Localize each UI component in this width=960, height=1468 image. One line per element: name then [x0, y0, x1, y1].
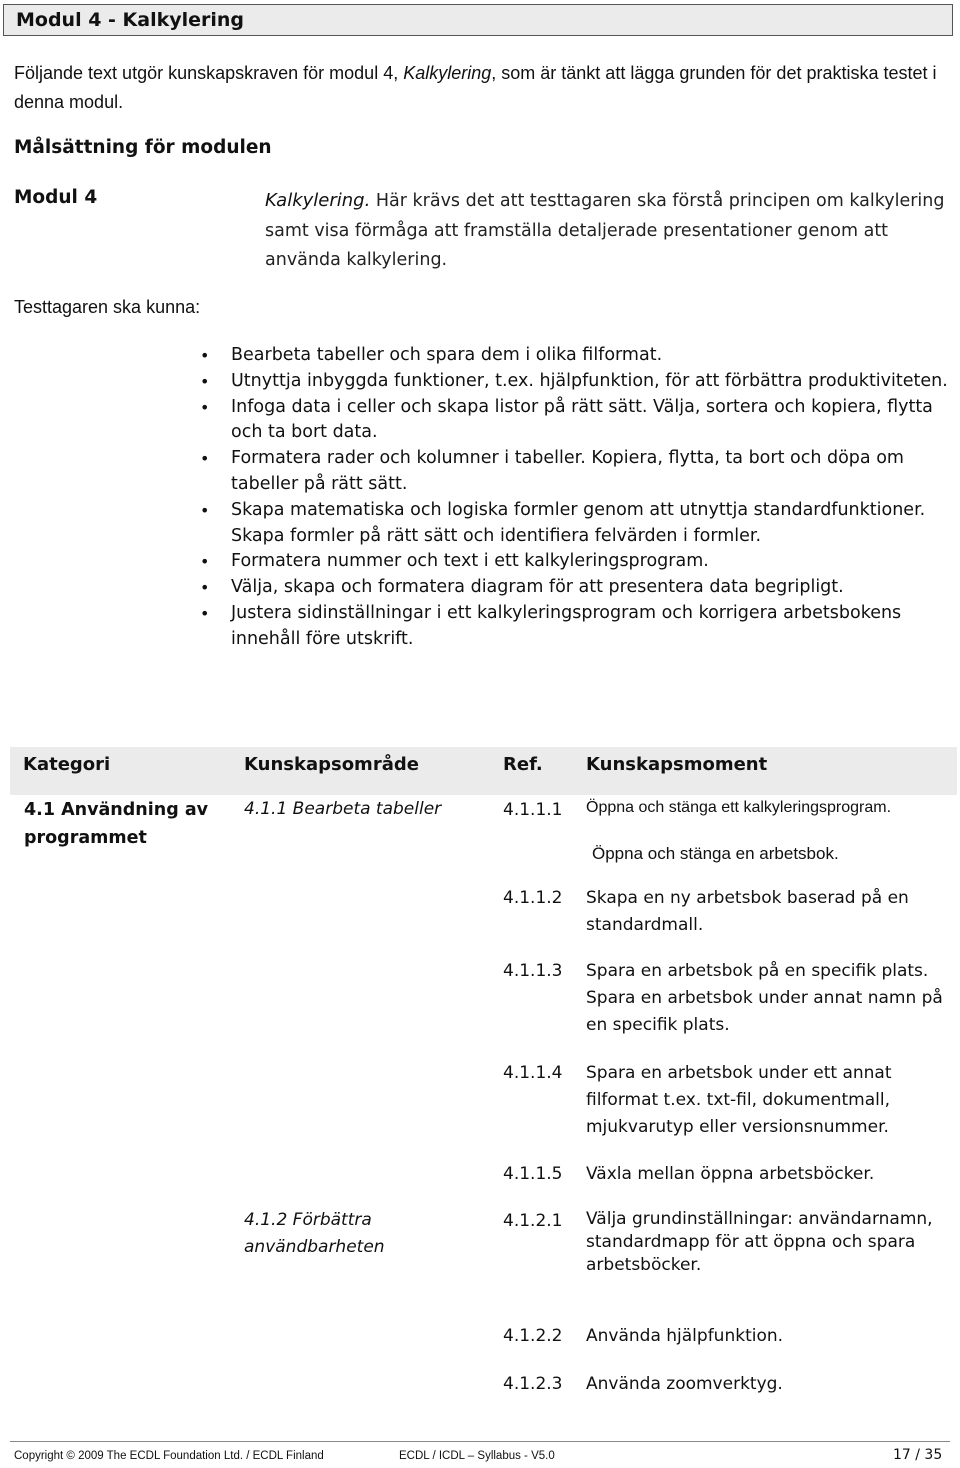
candidate-label: Testtagaren ska kunna:	[14, 297, 201, 317]
intro-paragraph	[14, 59, 949, 117]
intro-text-1: Följande text utgör kunskapskraven för modul 4,	[14, 63, 404, 83]
skills-bullet-list	[200, 343, 950, 653]
module-desc-text: Här krävs det att testtagaren ska förstå principen om kalkylering samt visa förmåga att framställa detaljerade presentationer genom att använda kalkylering.	[265, 191, 945, 270]
module-keyword: Kalkylering.	[265, 190, 371, 211]
skill-4-1-1-1: Öppna och stänga ett kalkyleringsprogram.	[586, 799, 892, 816]
list-item: • Välja, skapa och formatera diagram för att presentera data begripligt.	[200, 575, 950, 601]
list-item: • Formatera nummer och text i ett kalkyleringsprogram.	[200, 549, 950, 575]
skill-4-1-1-4: Spara en arbetsbok under ett annat filformat t.ex. txt-fil, dokumentmall, mjukvarutyp eller versionsnummer.	[586, 1063, 892, 1137]
skill-4-1-1-2: Skapa en ny arbetsbok baserad på en standardmall.	[586, 888, 909, 935]
list-item: • Skapa matematiska och logiska formler genom att utnyttja standardfunktioner. Skapa formler på rätt sätt och identifiera felvärden i formler.	[200, 498, 950, 550]
page-title: Modul 4 - Kalkylering	[3, 4, 953, 36]
area-cell-2: 4.1.2 Förbättra användbarheten	[244, 1210, 385, 1257]
table-header-row	[10, 747, 957, 795]
header-category: Kategori	[23, 754, 111, 775]
list-item: • Infoga data i celler och skapa listor på rätt sätt. Välja, sortera och kopiera, flytta och ta bort data.	[200, 395, 950, 447]
list-item: • Bearbeta tabeller och spara dem i olika filformat.	[200, 343, 950, 369]
skill-4-1-2-2: Använda hjälpfunktion.	[586, 1326, 784, 1346]
ref-4-1-2-3: 4.1.2.3	[503, 1374, 563, 1394]
footer-divider	[10, 1441, 950, 1442]
ref-4-1-1-3: 4.1.1.3	[503, 961, 563, 981]
list-item: • Justera sidinställningar i ett kalkyleringsprogram och korrigera arbetsbokens innehåll före utskrift.	[200, 601, 950, 653]
category-cell: 4.1 Användning av programmet	[24, 800, 209, 848]
ref-4-1-1-4: 4.1.1.4	[503, 1063, 563, 1083]
ref-4-1-2-2: 4.1.2.2	[503, 1326, 563, 1346]
footer-syllabus: ECDL / ICDL – Syllabus - V5.0	[399, 1450, 555, 1462]
module-description	[265, 186, 950, 276]
skill-4-1-1-3: Spara en arbetsbok på en specifik plats. Spara en arbetsbok under annat namn på en specifik plats.	[586, 961, 943, 1035]
list-item: • Utnyttja inbyggda funktioner, t.ex. hjälpfunktion, för att förbättra produktiviteten.	[200, 369, 950, 395]
footer-page-number: 17 / 35	[893, 1447, 943, 1463]
skill-4-1-2-3: Använda zoomverktyg.	[586, 1374, 783, 1394]
ref-4-1-1-1: 4.1.1.1	[503, 800, 563, 820]
skill-open-close-workbook: Öppna och stänga en arbetsbok.	[592, 844, 839, 863]
header-ref: Ref.	[503, 754, 543, 775]
footer-copyright: Copyright © 2009 The ECDL Foundation Ltd. / ECDL Finland	[14, 1450, 324, 1462]
ref-4-1-1-2: 4.1.1.2	[503, 888, 563, 908]
header-area: Kunskapsområde	[244, 754, 419, 775]
module-label: Modul 4	[14, 187, 98, 208]
skill-4-1-2-1: Välja grundinställningar: användarnamn, standardmapp för att öppna och spara arbetsböcker.	[586, 1209, 933, 1275]
ref-4-1-2-1: 4.1.2.1	[503, 1211, 563, 1231]
intro-text-2: , som är tänkt att lägga grunden för det praktiska testet i denna modul.	[14, 63, 937, 112]
goal-heading: Målsättning för modulen	[14, 137, 272, 158]
intro-italic: Kalkylering	[403, 63, 492, 83]
skill-4-1-1-5: Växla mellan öppna arbetsböcker.	[586, 1164, 875, 1184]
header-skill: Kunskapsmoment	[586, 754, 768, 775]
area-cell-1: 4.1.1 Bearbeta tabeller	[244, 799, 442, 819]
list-item: • Formatera rader och kolumner i tabeller. Kopiera, flytta, ta bort och döpa om tabeller på rätt sätt.	[200, 446, 950, 498]
ref-4-1-1-5: 4.1.1.5	[503, 1164, 563, 1184]
